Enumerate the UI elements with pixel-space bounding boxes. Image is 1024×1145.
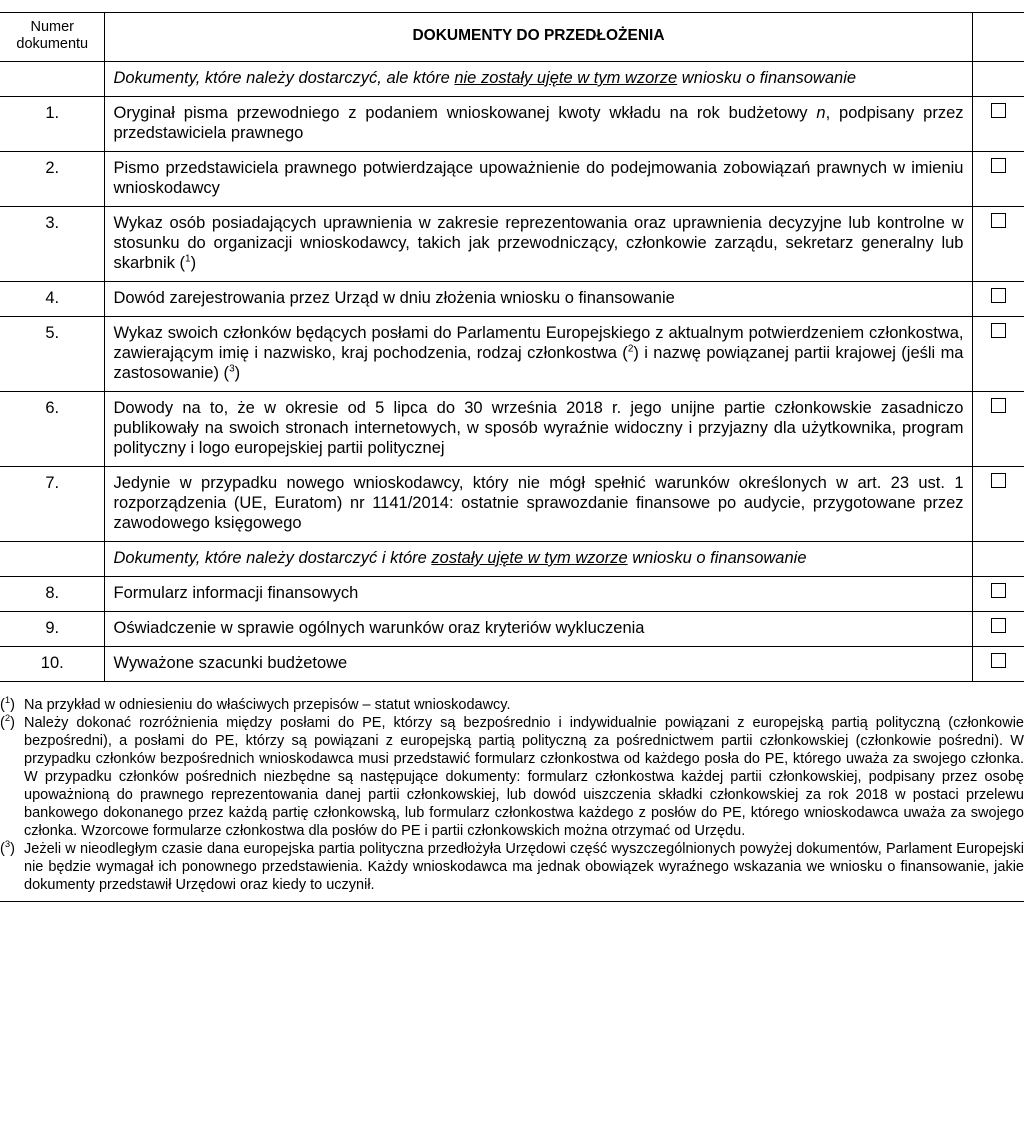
row-description: Formularz informacji finansowych xyxy=(104,577,972,612)
table-row xyxy=(0,647,1024,682)
section-number-cell xyxy=(0,542,104,577)
row-checkbox-cell xyxy=(972,207,1024,282)
bottom-rule xyxy=(0,901,1024,902)
footnote-text: Jeżeli w nieodległym czasie dana europejska partia polityczna przedłożyła Urzędowi część wyszczególnionych powyżej dokumentów, Parlament Europejski nie będzie wymagał ich ponownego przedstawienia. Każdy wnioskodawca ma jednak obowiązek wyraźnego wskazania we wniosku o finansowanie, jakie dokumenty przedstawił Urzędowi oraz kiedy to uczynił. xyxy=(24,841,1024,893)
table-row xyxy=(0,577,1024,612)
checkbox[interactable] xyxy=(991,398,1006,413)
row-description: Dowody na to, że w okresie od 5 lipca do 30 września 2018 r. jego unijne partie członkowskie zasadniczo publikowały na swoich stronach internetowych, w sposób wyraźnie widoczny i przyjazny dla użytkownika, program polityczny i logo europejskiej partii politycznej xyxy=(104,392,972,467)
section-number-cell xyxy=(0,62,104,97)
row-checkbox-cell xyxy=(972,392,1024,467)
footnote-text: Na przykład w odniesieniu do właściwych przepisów – statut wnioskodawcy. xyxy=(24,697,511,713)
row-number: 8. xyxy=(0,577,104,612)
row-number: 5. xyxy=(0,317,104,392)
footnote-ref: 1 xyxy=(185,253,191,265)
table-row xyxy=(0,612,1024,647)
row-checkbox-cell xyxy=(972,577,1024,612)
footnotes xyxy=(0,696,1024,894)
section-b-underlined: zostały ujęte w tym wzorze xyxy=(431,549,628,567)
section-checkbox-cell xyxy=(972,62,1024,97)
row-description: Jedynie w przypadku nowego wnioskodawcy, który nie mógł spełnić warunków określonych w art. 23 ust. 1 rozporządzenia (UE, Euratom) nr 1141/2014: ostatnie sprawozdanie finansowe po audycie, przygotowane przez zawodowego księgowego xyxy=(104,467,972,542)
section-header-row xyxy=(0,542,1024,577)
checkbox[interactable] xyxy=(991,158,1006,173)
row-number: 4. xyxy=(0,282,104,317)
row-checkbox-cell xyxy=(972,647,1024,682)
table-row xyxy=(0,317,1024,392)
footnote-mark: ($^2$) xyxy=(0,713,15,731)
row-checkbox-cell xyxy=(972,317,1024,392)
row-description: Dowód zarejestrowania przez Urząd w dniu złożenia wniosku o finansowanie xyxy=(104,282,972,317)
row-checkbox-cell xyxy=(972,467,1024,542)
checkbox[interactable] xyxy=(991,288,1006,303)
footnote-ref: 2 xyxy=(627,343,634,355)
row-number: 2. xyxy=(0,152,104,207)
checkbox[interactable] xyxy=(991,323,1006,338)
checkbox[interactable] xyxy=(991,618,1006,633)
row-number: 9. xyxy=(0,612,104,647)
row-description: Wykaz swoich członków będących posłami do Parlamentu Europejskiego z aktualnym potwierdzeniem członkostwa, zawierającym imię i nazwisko, kraj pochodzenia, rodzaj członkostwa ($^2$) i nazwę powiązanej partii krajowej (jeśli ma zastosowanie) ($^3$) xyxy=(104,317,972,392)
section-checkbox-cell xyxy=(972,542,1024,577)
table-row xyxy=(0,152,1024,207)
section-header-row xyxy=(0,62,1024,97)
footnote-text: Należy dokonać rozróżnienia między posłami do PE, którzy są bezpośrednio i indywidualnie powiązani z europejską partią polityczną (członkowie bezpośredni), a posłami do PE, którzy są powiązani z europejską partią polityczną za pośrednictwem partii członkowskiej (członkowie pośredni). W przypadku członków bezpośrednich wnioskodawca musi przedstawić formularz członkostwa od każdego posła do PE, którego uważa za swojego członka. W przypadku członków pośrednich niezbędne są następujące dokumenty: formularz członkostwa każdej partii członkowskiej, podpisany przez osobę upoważnioną do prawnego reprezentowania danej partii członkowskiej, lub dowód uiszczenia składki członkowskiej za rok 2018 w postaci przelewu bankowego dokonanego przez każdą partię członkowską, lub formularz członkostwa każdego z posłów do PE, którego wnioskodawca uważa za swojego członka. Wzorcowe formularze członkostwa dla posłów do PE i partii członkowskich można otrzymać od Urzędu. xyxy=(24,715,1024,839)
col-documents-header: DOKUMENTY DO PRZEDŁOŻENIA xyxy=(104,13,972,62)
footnote-mark: ($^3$) xyxy=(0,839,15,857)
footnote xyxy=(0,840,1024,894)
row-number: 10. xyxy=(0,647,104,682)
col-number-header: Numer dokumentu xyxy=(0,13,104,62)
table-row xyxy=(0,97,1024,152)
row-description: Oryginał pisma przewodniego z podaniem wnioskowanej kwoty wkładu na rok budżetowy n, podpisany przez przedstawiciela prawnego xyxy=(104,97,972,152)
table-header-row xyxy=(0,13,1024,62)
row-number: 7. xyxy=(0,467,104,542)
section-b-title: Dokumenty, które należy dostarczyć i które zostały ujęte w tym wzorze wniosku o finansowanie xyxy=(104,542,972,577)
checkbox[interactable] xyxy=(991,103,1006,118)
checkbox[interactable] xyxy=(991,583,1006,598)
row-number: 1. xyxy=(0,97,104,152)
document xyxy=(0,12,1024,902)
footnote xyxy=(0,696,1024,714)
footnote-ref: 3 xyxy=(229,363,235,375)
row-description: Wyważone szacunki budżetowe xyxy=(104,647,972,682)
documents-table xyxy=(0,12,1024,682)
footnote xyxy=(0,714,1024,840)
table-row xyxy=(0,207,1024,282)
row-checkbox-cell xyxy=(972,97,1024,152)
row-description: Pismo przedstawiciela prawnego potwierdzające upoważnienie do podejmowania zobowiązań prawnych w imieniu wnioskodawcy xyxy=(104,152,972,207)
row-description: Wykaz osób posiadających uprawnienia w zakresie reprezentowania oraz uprawnienia decyzyjne lub kontrolne w stosunku do organizacji wnioskodawcy, takich jak przewodniczący, członkowie zarządu, sekretarz generalny lub skarbnik ($^1$) xyxy=(104,207,972,282)
table-row xyxy=(0,392,1024,467)
checkbox[interactable] xyxy=(991,473,1006,488)
row-checkbox-cell xyxy=(972,152,1024,207)
section-a-title: Dokumenty, które należy dostarczyć, ale które nie zostały ujęte w tym wzorze wniosku o finansowanie xyxy=(104,62,972,97)
row-number: 3. xyxy=(0,207,104,282)
row-checkbox-cell xyxy=(972,612,1024,647)
row-description: Oświadczenie w sprawie ogólnych warunków oraz kryteriów wykluczenia xyxy=(104,612,972,647)
table-row xyxy=(0,282,1024,317)
footnote-mark: ($^1$) xyxy=(0,695,15,713)
row-number: 6. xyxy=(0,392,104,467)
checkbox[interactable] xyxy=(991,653,1006,668)
row-checkbox-cell xyxy=(972,282,1024,317)
section-a-underlined: nie zostały ujęte w tym wzorze xyxy=(454,69,678,87)
checkbox[interactable] xyxy=(991,213,1006,228)
col-checkbox-header xyxy=(972,13,1024,62)
table-row xyxy=(0,467,1024,542)
